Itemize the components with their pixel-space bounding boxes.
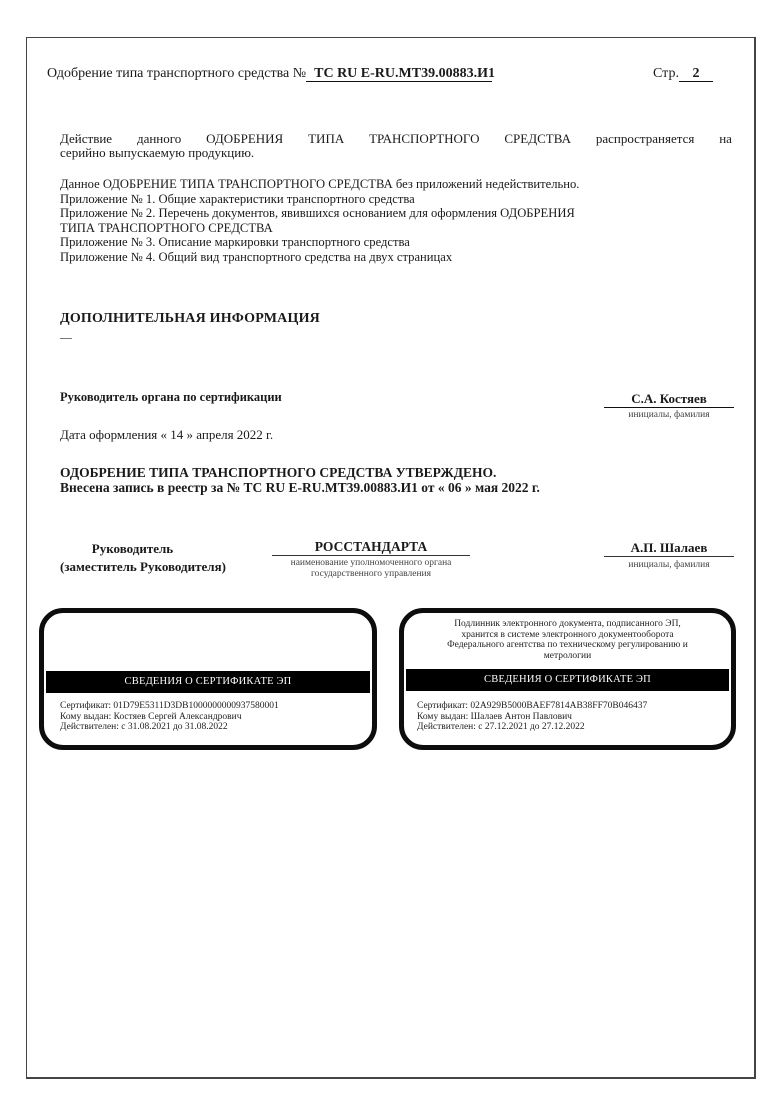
scope-word: данного	[136, 131, 182, 146]
page-indicator	[653, 66, 713, 82]
annex-intro: Данное ОДОБРЕНИЕ ТИПА ТРАНСПОРТНОГО СРЕДСТВА без приложений недействительно.	[60, 177, 580, 191]
certificate-validity: Действителен: с 31.08.2021 до 31.08.2022	[60, 722, 228, 732]
certificate-serial: Сертификат: 01D79E5311D3DB1000000000937580001	[60, 701, 279, 711]
certification-head-name: С.А. Костяев	[604, 391, 734, 408]
certification-head-title: Руководитель органа по сертификации	[60, 390, 282, 404]
approval-statement	[60, 465, 540, 495]
note-line: Федерального агентства по техническому регулированию и	[447, 640, 688, 650]
authority-head-name: А.П. Шалаев	[604, 540, 734, 557]
certificate-info	[417, 701, 647, 733]
certificate-owner: Кому выдан: Костяев Сергей Александрович	[60, 711, 242, 722]
scope-word: ТРАНСПОРТНОГО	[369, 131, 480, 146]
scope-word: Действие	[60, 131, 113, 146]
page-number: 2	[679, 66, 713, 82]
approval-number: ТС RU E-RU.МТ39.00883.И1	[306, 66, 492, 82]
certificate-band: СВЕДЕНИЯ О СЕРТИФИКАТЕ ЭП	[46, 671, 370, 693]
authority-org-name: РОССТАНДАРТА	[272, 538, 470, 556]
scope-word: СРЕДСТВА	[504, 131, 571, 146]
authority-head-line-2: (заместитель Руководителя)	[60, 559, 226, 574]
certificate-validity: Действителен: с 27.12.2021 до 27.12.2022	[417, 722, 585, 732]
additional-info-value: —	[60, 330, 72, 344]
approval-line-2: Внесена запись в реестр за № ТС RU E-RU.МТ39.00883.И1 от « 06 » мая 2022 г.	[60, 480, 540, 495]
scope-line-2: серийно выпускаемую продукцию.	[60, 145, 255, 160]
authority-head-line-1: Руководитель	[91, 541, 174, 556]
annex-item: Приложение № 2. Перечень документов, явившихся основанием для оформления ОДОБРЕНИЯ	[60, 206, 575, 220]
certification-head-caption: инициалы, фамилия	[628, 410, 710, 420]
annex-item: Приложение № 3. Описание маркировки транспортного средства	[60, 235, 410, 249]
org-caption-line-2: государственного управления	[310, 569, 432, 579]
scope-word: распространяется	[595, 131, 695, 146]
page-label: Стр.	[653, 66, 679, 81]
certificate-serial: Сертификат: 02A929B5000BAEF7814AB38FF70B046437	[417, 701, 648, 711]
note-line: хранится в системе электронного документооборота	[461, 629, 674, 640]
scope-word: ОДОБРЕНИЯ	[206, 131, 284, 146]
annex-item: Приложение № 1. Общие характеристики транспортного средства	[60, 191, 415, 206]
authority-head-label	[60, 540, 226, 576]
annex-list	[60, 177, 579, 264]
issue-date: Дата оформления « 14 » апреля 2022 г.	[60, 427, 274, 442]
annex-item: Приложение № 4. Общий вид транспортного средства на двух страницах	[60, 249, 453, 264]
scope-word: на	[719, 131, 732, 146]
document-header	[47, 66, 700, 82]
note-line: метрологии	[543, 650, 592, 661]
signature-certificate-card	[39, 608, 377, 750]
additional-info-title: ДОПОЛНИТЕЛЬНАЯ ИНФОРМАЦИЯ	[60, 311, 320, 326]
authority-org-caption	[272, 558, 470, 580]
approval-line-1: ОДОБРЕНИЕ ТИПА ТРАНСПОРТНОГО СРЕДСТВА УТВЕРЖДЕНО.	[60, 465, 497, 480]
org-caption-line-1: наименование уполномоченного органа	[290, 558, 452, 568]
certificate-owner: Кому выдан: Шалаев Антон Павлович	[417, 711, 572, 722]
certificate-band: СВЕДЕНИЯ О СЕРТИФИКАТЕ ЭП	[406, 669, 729, 691]
scope-word: ТИПА	[308, 131, 345, 146]
annex-item: ТИПА ТРАНСПОРТНОГО СРЕДСТВА	[60, 220, 273, 235]
header-prefix: Одобрение типа транспортного средства №	[47, 66, 307, 81]
note-line: Подлинник электронного документа, подписанного ЭП,	[454, 619, 681, 629]
certificate-info	[60, 701, 279, 733]
certificate-storage-note	[404, 619, 731, 661]
authority-head-caption: инициалы, фамилия	[628, 560, 710, 570]
signature-certificate-card	[399, 608, 736, 750]
